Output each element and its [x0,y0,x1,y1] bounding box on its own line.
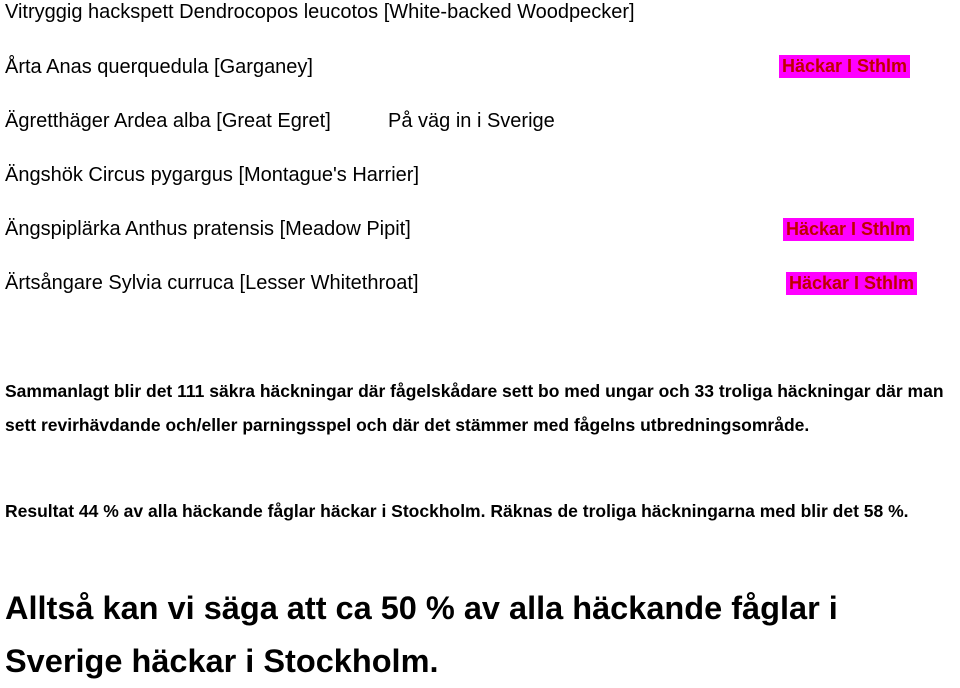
breeding-tag: Häckar I Sthlm [783,218,914,241]
species-item: Vitryggig hackspett Dendrocopos leucotos [White-backed Woodpecker] [5,1,635,23]
species-item: Ängshök Circus pygargus [Montague's Harrier] [5,164,420,186]
summary-paragraph: Sammanlagt blir det 111 säkra häckningar där fågelskådare sett bo med ungar och 33 troliga häckningar där man sett revirhävdande och/eller parningsspel och där det stämmer med fågelns utbredningsområde. [5,381,944,435]
species-item: Ängspiplärka Anthus pratensis [Meadow Pipit] [5,218,411,240]
species-item: Ärtsångare Sylvia curruca [Lesser Whitethroat] [5,272,419,294]
conclusion-heading: Alltså kan vi säga att ca 50 % av alla häckande fåglar i Sverige häckar i Stockholm. [5,590,838,679]
result-paragraph: Resultat 44 % av alla häckande fåglar häckar i Stockholm. Räknas de troliga häckningarna med blir det 58 %. [5,501,909,521]
breeding-tag: Häckar I Sthlm [779,55,910,78]
species-note: På väg in i Sverige [388,110,555,132]
species-item: Ägretthäger Ardea alba [Great Egret] [5,110,331,132]
breeding-tag: Häckar I Sthlm [786,272,917,295]
species-item: Årta Anas querquedula [Garganey] [5,56,313,78]
